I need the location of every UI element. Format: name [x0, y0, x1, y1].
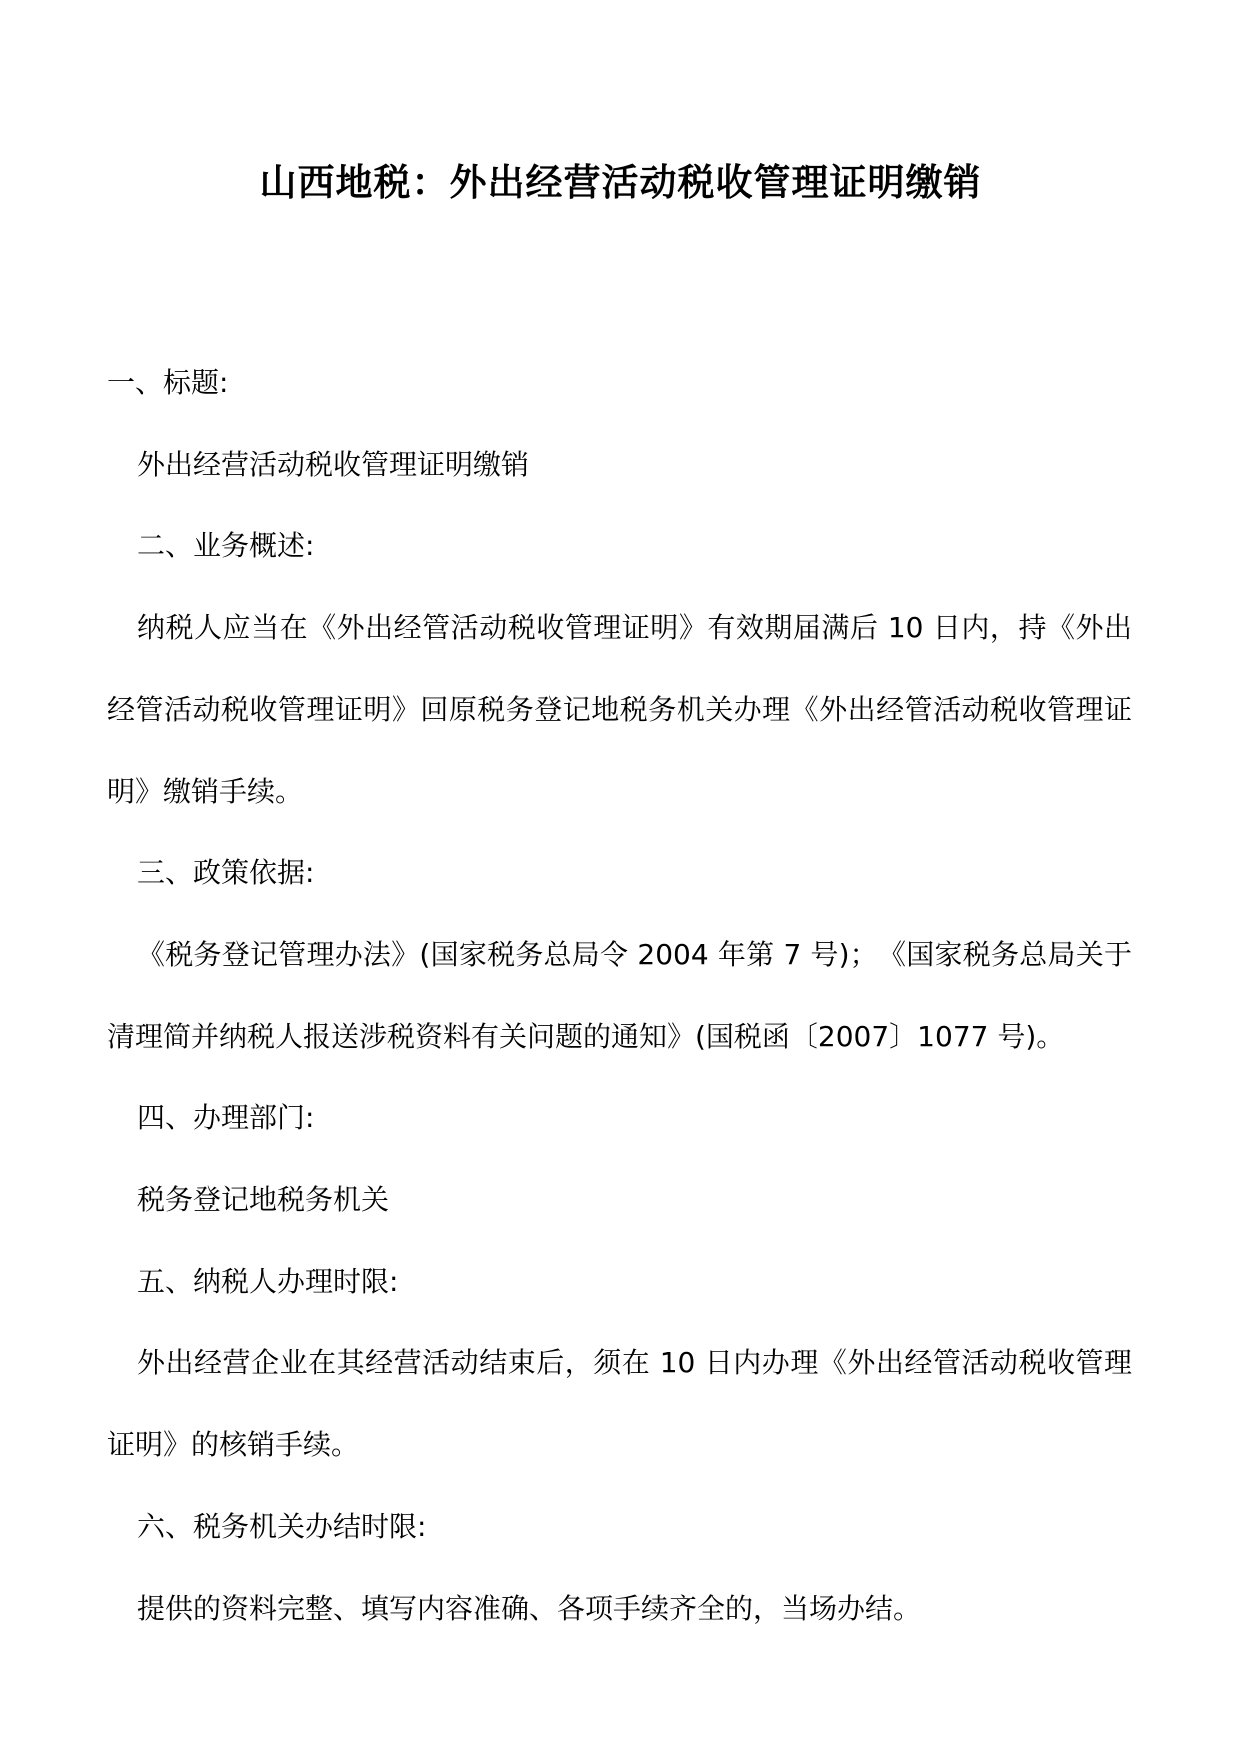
section-content-policy-basis: 《税务登记管理办法》(国家税务总局令 2004 年第 7 号)； 《国家税务总局关于清理简并纳税人报送涉税资料有关问题的通知》(国税函〔2007〕1077 号)。 [107, 937, 1132, 1053]
section-content-department: 税务登记地税务机关 [137, 1183, 390, 1217]
section-heading-policy-basis: 三、政策依据: [137, 856, 315, 890]
section-heading-taxpayer-deadline: 五、纳税人办理时限: [137, 1264, 399, 1298]
section-heading-department: 四、办理部门: [137, 1101, 315, 1135]
section-heading-title: 一、标题: [107, 366, 229, 399]
section-content-authority-deadline: 提供的资料完整、填写内容准确、各项手续齐全的，当场办结。 [137, 1591, 922, 1625]
section-content-overview: 纳税人应当在《外出经管活动税收管理证明》有效期届满后 10 日内，持《外出经管活动税收管理证明》回原税务登记地税务机关办理《外出经管活动税收管理证明》缴销手续。 [107, 611, 1132, 808]
document-title: 山西地税：外出经营活动税收管理证明缴销 [259, 161, 982, 204]
section-heading-authority-deadline: 六、税务机关办结时限: [137, 1509, 427, 1543]
section-content-title: 外出经营活动税收管理证明缴销 [137, 447, 530, 481]
section-heading-overview: 二、业务概述: [137, 529, 315, 563]
document-body [107, 342, 1132, 1649]
section-content-taxpayer-deadline: 外出经营企业在其经营活动结束后，须在 10 日内办理《外出经管活动税收管理证明》的核销手续。 [107, 1346, 1132, 1462]
